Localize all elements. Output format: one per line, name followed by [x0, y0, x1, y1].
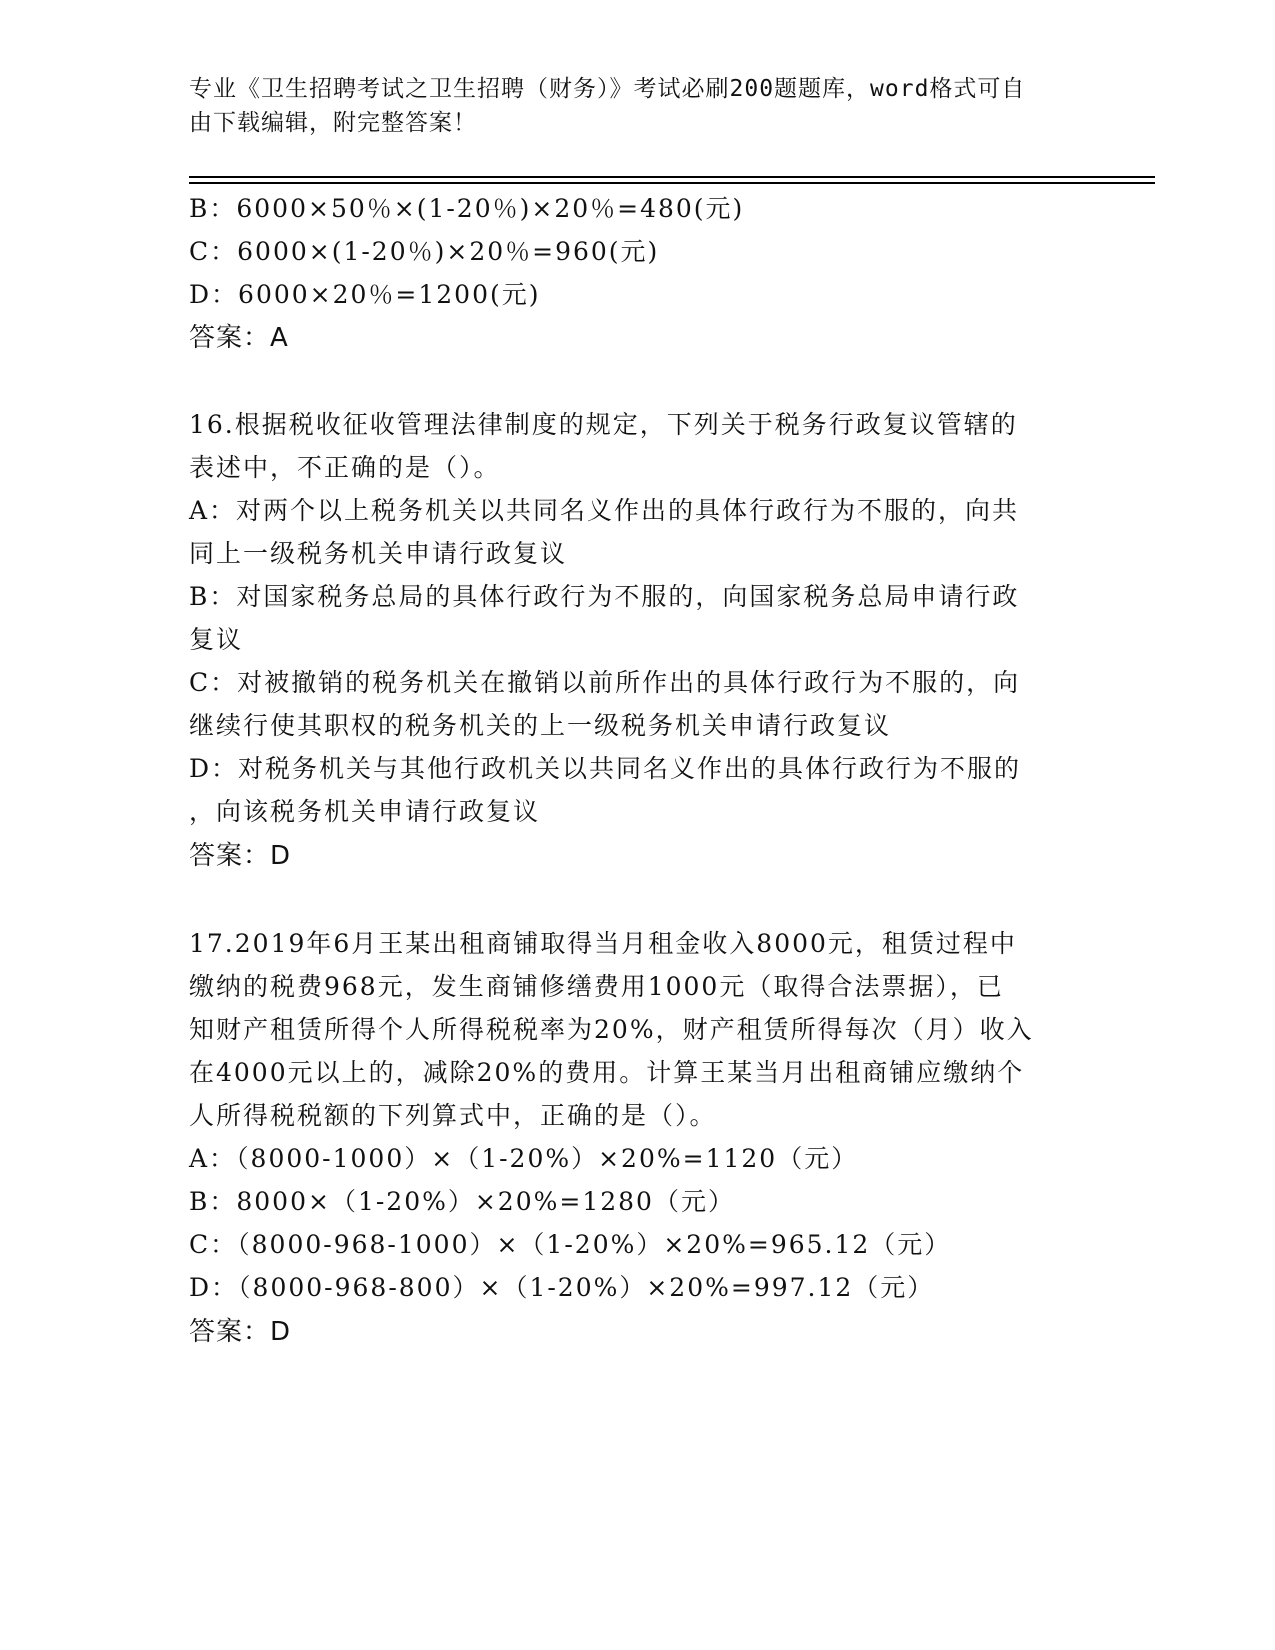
q16-option-b-line-1: B：对国家税务总局的具体行政行为不服的，向国家税务总局申请行政 [189, 582, 1020, 611]
q17-answer: 答案：D [189, 1317, 292, 1347]
q17-option-d: D：（8000-968-800）×（1-20%）×20%=997.12（元） [189, 1273, 935, 1302]
q16-answer: 答案：D [189, 841, 292, 871]
q16-option-a-line-2: 同上一级税务机关申请行政复议 [189, 539, 568, 568]
q16-option-b-line-2: 复议 [189, 625, 244, 654]
q15-option-d: D：6000×20％=1200(元) [189, 280, 541, 309]
q17-option-c: C：（8000-968-1000）×（1-20%）×20%=965.12（元） [189, 1230, 952, 1259]
header-line-2: 由下载编辑，附完整答案！ [189, 110, 477, 136]
q16-option-c-line-1: C：对被撤销的税务机关在撤销以前所作出的具体行政行为不服的，向 [189, 668, 1021, 697]
q17-stem-line-1: 17.2019年6月王某出租商铺取得当月租金收入8000元，租赁过程中 [189, 929, 1017, 958]
q16-option-a-line-1: A：对两个以上税务机关以共同名义作出的具体行政行为不服的，向共 [189, 496, 1020, 525]
q17-option-a: A：（8000-1000）×（1-20%）×20%=1120（元） [189, 1144, 859, 1173]
q17-stem-line-3: 知财产租赁所得个人所得税税率为20%，财产租赁所得每次（月）收入 [189, 1015, 1034, 1044]
q17-stem-line-4: 在4000元以上的，减除20%的费用。计算王某当月出租商铺应缴纳个 [189, 1058, 1025, 1087]
q16-option-d-line-1: D：对税务机关与其他行政机关以共同名义作出的具体行政行为不服的 [189, 754, 1022, 783]
q15-option-b: B：6000×50％×(1-20％)×20％=480(元) [189, 194, 745, 223]
document-header [189, 72, 1089, 140]
q17-stem-line-2: 缴纳的税费968元，发生商铺修缮费用1000元（取得合法票据），已 [189, 972, 1004, 1001]
q16-stem-line-2: 表述中，不正确的是（）。 [189, 453, 501, 482]
q16-option-d-line-2: ，向该税务机关申请行政复议 [189, 797, 541, 826]
q17-option-b: B：8000×（1-20%）×20%=1280（元） [189, 1187, 735, 1216]
header-divider-bottom [189, 182, 1155, 184]
q17-stem-line-5: 人所得税税额的下列算式中，正确的是（）。 [189, 1101, 717, 1130]
q15-option-c: C：6000×(1-20％)×20％=960(元) [189, 237, 660, 266]
header-line-1: 专业《卫生招聘考试之卫生招聘（财务）》考试必刷200题题库，word格式可自 [189, 76, 1026, 102]
q16-option-c-line-2: 继续行使其职权的税务机关的上一级税务机关申请行政复议 [189, 711, 892, 740]
q15-answer: 答案：A [189, 323, 289, 353]
q16-stem-line-1: 16.根据税收征收管理法律制度的规定，下列关于税务行政复议管辖的 [189, 410, 1018, 439]
header-divider-top [189, 176, 1155, 178]
